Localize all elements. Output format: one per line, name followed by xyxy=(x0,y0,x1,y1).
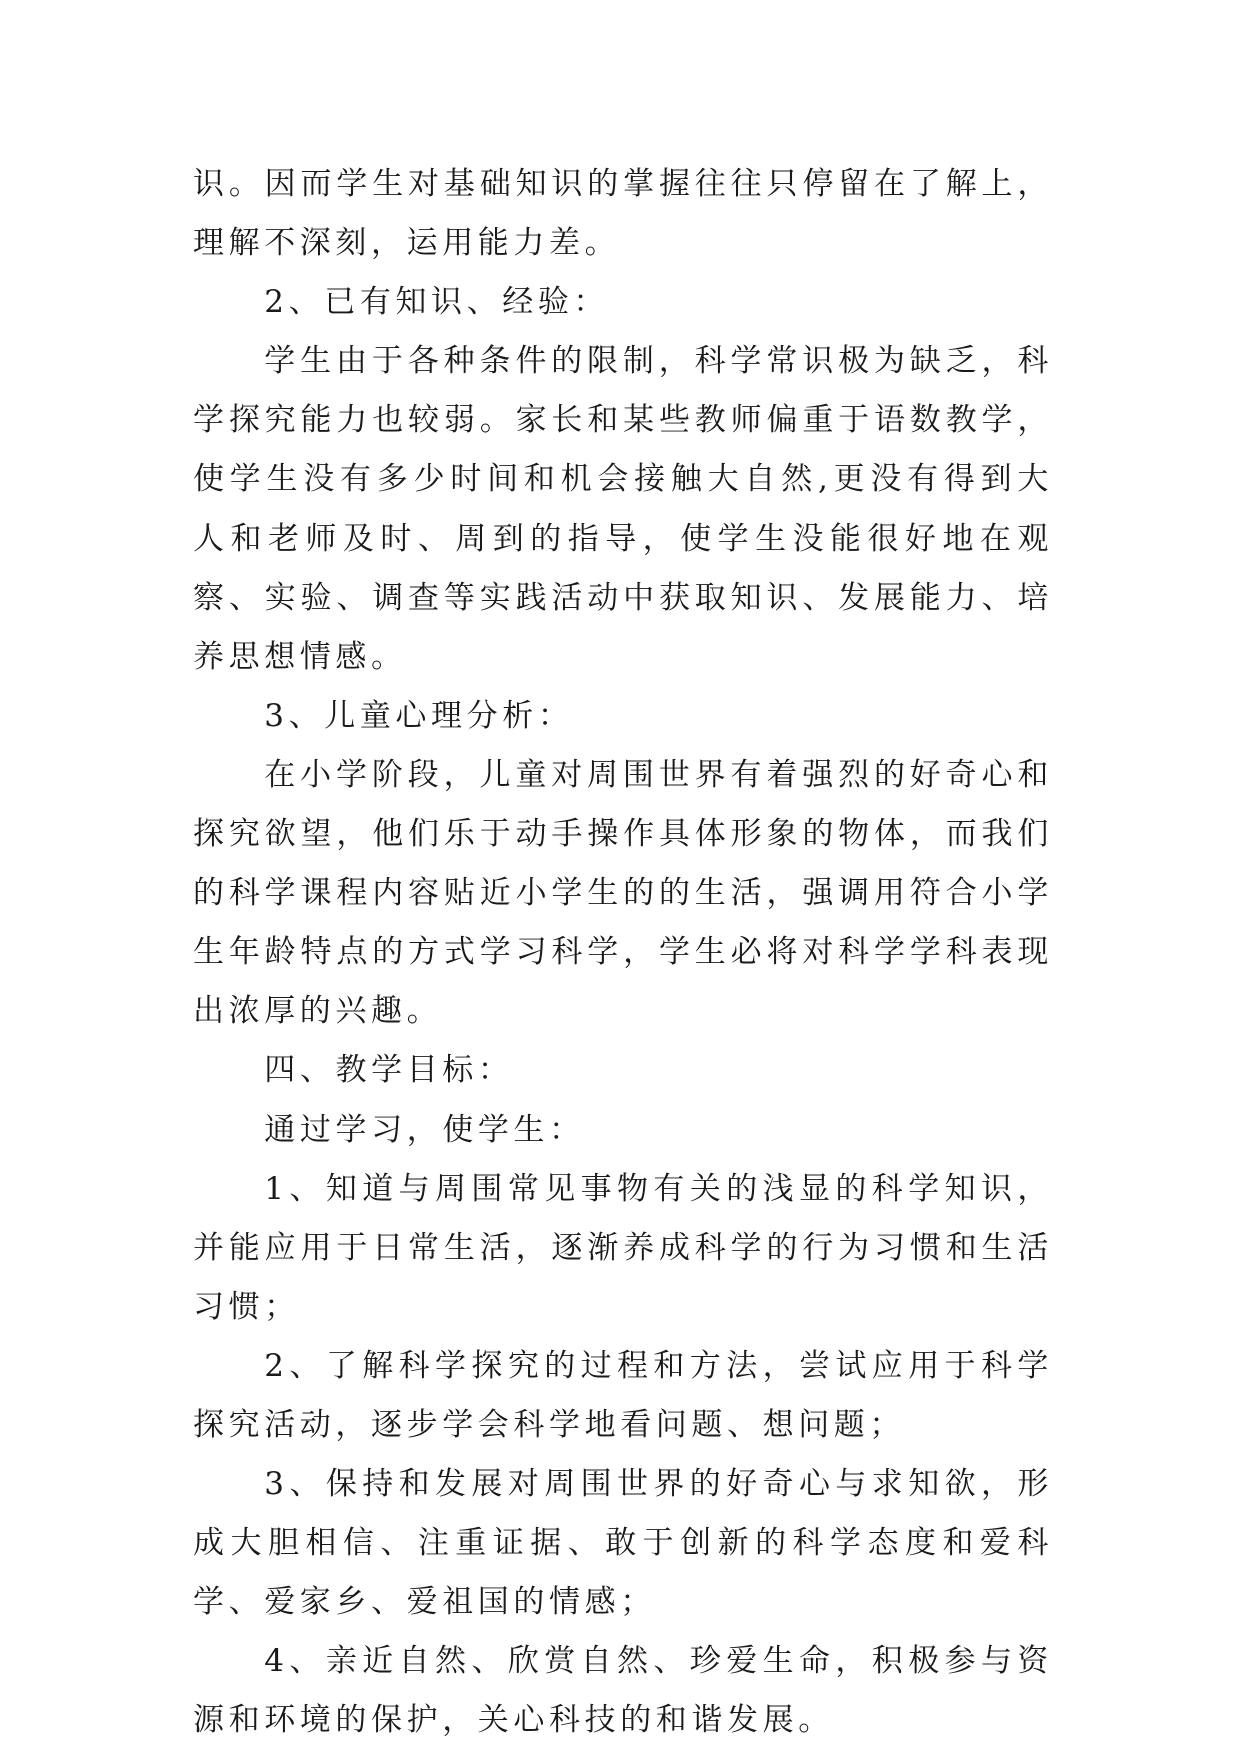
paragraph-child-psychology: 在小学阶段，儿童对周围世界有着强烈的好奇心和探究欲望，他们乐于动手操作具体形象的物体，而我们的科学课程内容贴近小学生的的生活，强调用符合小学生年龄特点的方式学习科学，学生必将对科学学科表现出浓厚的兴趣。 xyxy=(193,756,1053,1030)
heading-teaching-goals: 四、教学目标： xyxy=(264,1052,514,1089)
heading-existing-knowledge: 2、已有知识、经验： xyxy=(264,284,610,321)
paragraph-goals-intro: 通过学习，使学生： xyxy=(264,1111,585,1148)
document-body xyxy=(193,155,1053,1751)
goal-item-4: 4、亲近自然、欣赏自然、珍爱生命，积极参与资源和环境的保护，关心科技的和谐发展。 xyxy=(193,1643,1053,1739)
goal-item-1: 1、知道与周围常见事物有关的浅显的科学知识，并能应用于日常生活，逐渐养成科学的行为习惯和生活习惯； xyxy=(193,1170,1053,1325)
goal-item-3: 3、保持和发展对周围世界的好奇心与求知欲，形成大胆相信、注重证据、敢于创新的科学态度和爱科学、爱家乡、爱祖国的情感； xyxy=(193,1466,1053,1621)
heading-child-psychology: 3、儿童心理分析： xyxy=(264,697,574,734)
paragraph-continuation: 识。因而学生对基础知识的掌握往往只停留在了解上，理解不深刻，运用能力差。 xyxy=(193,166,1053,262)
goal-item-2: 2、了解科学探究的过程和方法，尝试应用于科学探究活动，逐步学会科学地看问题、想问题； xyxy=(193,1347,1053,1443)
paragraph-knowledge-experience: 学生由于各种条件的限制，科学常识极为缺乏，科学探究能力也较弱。家长和某些教师偏重于语数教学，使学生没有多少时间和机会接触大自然,更没有得到大人和老师及时、周到的指导，使学生没能很好地在观察、实验、调查等实践活动中获取知识、发展能力、培养思想情感。 xyxy=(193,343,1053,675)
